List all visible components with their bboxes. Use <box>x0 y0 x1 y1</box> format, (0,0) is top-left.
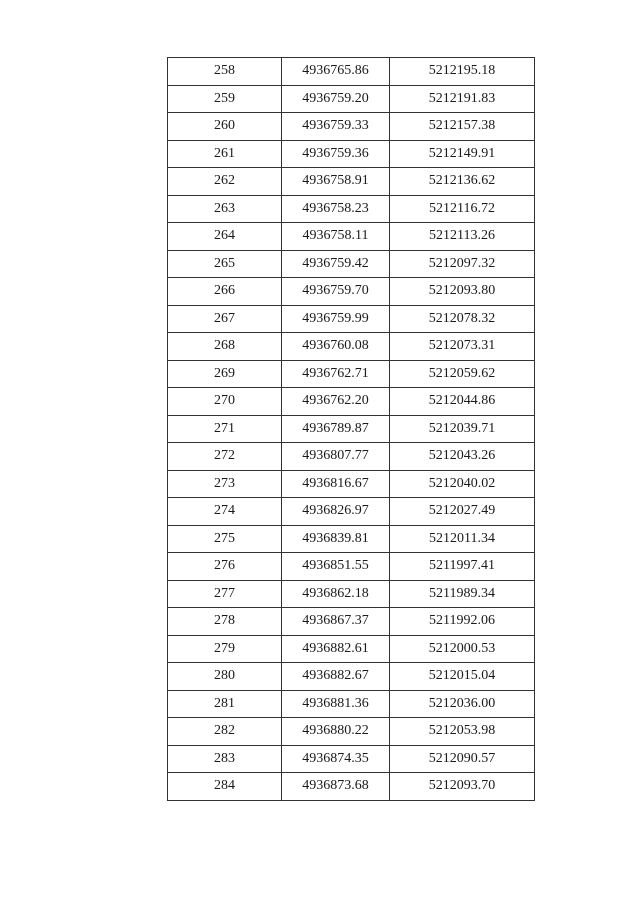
y-coordinate-cell: 5212113.26 <box>390 223 535 251</box>
table-row <box>168 470 535 498</box>
table-row <box>168 140 535 168</box>
x-coordinate-cell: 4936759.42 <box>282 250 390 278</box>
point-number-cell: 282 <box>168 718 282 746</box>
point-number-cell: 258 <box>168 58 282 86</box>
x-coordinate-cell: 4936839.81 <box>282 525 390 553</box>
point-number-cell: 270 <box>168 388 282 416</box>
x-coordinate-cell: 4936762.20 <box>282 388 390 416</box>
coordinates-table-body <box>168 58 535 801</box>
x-coordinate-cell: 4936882.61 <box>282 635 390 663</box>
point-number-cell: 261 <box>168 140 282 168</box>
table-row <box>168 278 535 306</box>
table-row <box>168 360 535 388</box>
point-number-cell: 281 <box>168 690 282 718</box>
table-row <box>168 195 535 223</box>
table-row <box>168 580 535 608</box>
point-number-cell: 263 <box>168 195 282 223</box>
table-row <box>168 635 535 663</box>
x-coordinate-cell: 4936816.67 <box>282 470 390 498</box>
point-number-cell: 276 <box>168 553 282 581</box>
y-coordinate-cell: 5212195.18 <box>390 58 535 86</box>
x-coordinate-cell: 4936759.33 <box>282 113 390 141</box>
point-number-cell: 277 <box>168 580 282 608</box>
point-number-cell: 269 <box>168 360 282 388</box>
y-coordinate-cell: 5212090.57 <box>390 745 535 773</box>
y-coordinate-cell: 5211997.41 <box>390 553 535 581</box>
y-coordinate-cell: 5212011.34 <box>390 525 535 553</box>
table-row <box>168 498 535 526</box>
point-number-cell: 278 <box>168 608 282 636</box>
x-coordinate-cell: 4936807.77 <box>282 443 390 471</box>
table-row <box>168 553 535 581</box>
y-coordinate-cell: 5212116.72 <box>390 195 535 223</box>
table-row <box>168 608 535 636</box>
point-number-cell: 275 <box>168 525 282 553</box>
x-coordinate-cell: 4936758.11 <box>282 223 390 251</box>
table-row <box>168 718 535 746</box>
table-row <box>168 250 535 278</box>
y-coordinate-cell: 5212093.70 <box>390 773 535 801</box>
x-coordinate-cell: 4936762.71 <box>282 360 390 388</box>
x-coordinate-cell: 4936882.67 <box>282 663 390 691</box>
table-row <box>168 85 535 113</box>
y-coordinate-cell: 5212000.53 <box>390 635 535 663</box>
table-row <box>168 745 535 773</box>
x-coordinate-cell: 4936851.55 <box>282 553 390 581</box>
table-row <box>168 333 535 361</box>
y-coordinate-cell: 5212044.86 <box>390 388 535 416</box>
y-coordinate-cell: 5212039.71 <box>390 415 535 443</box>
x-coordinate-cell: 4936759.36 <box>282 140 390 168</box>
x-coordinate-cell: 4936880.22 <box>282 718 390 746</box>
y-coordinate-cell: 5212157.38 <box>390 113 535 141</box>
y-coordinate-cell: 5212191.83 <box>390 85 535 113</box>
table-row <box>168 223 535 251</box>
x-coordinate-cell: 4936759.99 <box>282 305 390 333</box>
y-coordinate-cell: 5212036.00 <box>390 690 535 718</box>
x-coordinate-cell: 4936765.86 <box>282 58 390 86</box>
y-coordinate-cell: 5212040.02 <box>390 470 535 498</box>
x-coordinate-cell: 4936862.18 <box>282 580 390 608</box>
x-coordinate-cell: 4936759.70 <box>282 278 390 306</box>
point-number-cell: 274 <box>168 498 282 526</box>
y-coordinate-cell: 5212136.62 <box>390 168 535 196</box>
x-coordinate-cell: 4936826.97 <box>282 498 390 526</box>
y-coordinate-cell: 5212097.32 <box>390 250 535 278</box>
point-number-cell: 283 <box>168 745 282 773</box>
y-coordinate-cell: 5212053.98 <box>390 718 535 746</box>
y-coordinate-cell: 5212093.80 <box>390 278 535 306</box>
x-coordinate-cell: 4936760.08 <box>282 333 390 361</box>
table-row <box>168 525 535 553</box>
x-coordinate-cell: 4936873.68 <box>282 773 390 801</box>
point-number-cell: 268 <box>168 333 282 361</box>
x-coordinate-cell: 4936881.36 <box>282 690 390 718</box>
point-number-cell: 265 <box>168 250 282 278</box>
point-number-cell: 271 <box>168 415 282 443</box>
table-row <box>168 443 535 471</box>
y-coordinate-cell: 5211992.06 <box>390 608 535 636</box>
table-row <box>168 690 535 718</box>
y-coordinate-cell: 5212149.91 <box>390 140 535 168</box>
y-coordinate-cell: 5212015.04 <box>390 663 535 691</box>
table-row <box>168 415 535 443</box>
point-number-cell: 260 <box>168 113 282 141</box>
point-number-cell: 284 <box>168 773 282 801</box>
table-row <box>168 388 535 416</box>
table-row <box>168 773 535 801</box>
point-number-cell: 264 <box>168 223 282 251</box>
x-coordinate-cell: 4936758.23 <box>282 195 390 223</box>
x-coordinate-cell: 4936758.91 <box>282 168 390 196</box>
x-coordinate-cell: 4936789.87 <box>282 415 390 443</box>
y-coordinate-cell: 5211989.34 <box>390 580 535 608</box>
table-row <box>168 305 535 333</box>
x-coordinate-cell: 4936874.35 <box>282 745 390 773</box>
table-row <box>168 168 535 196</box>
coordinates-table <box>167 57 535 801</box>
y-coordinate-cell: 5212027.49 <box>390 498 535 526</box>
table-row <box>168 113 535 141</box>
y-coordinate-cell: 5212073.31 <box>390 333 535 361</box>
point-number-cell: 280 <box>168 663 282 691</box>
x-coordinate-cell: 4936867.37 <box>282 608 390 636</box>
point-number-cell: 259 <box>168 85 282 113</box>
point-number-cell: 267 <box>168 305 282 333</box>
y-coordinate-cell: 5212043.26 <box>390 443 535 471</box>
table-row <box>168 663 535 691</box>
point-number-cell: 273 <box>168 470 282 498</box>
x-coordinate-cell: 4936759.20 <box>282 85 390 113</box>
y-coordinate-cell: 5212078.32 <box>390 305 535 333</box>
point-number-cell: 272 <box>168 443 282 471</box>
point-number-cell: 266 <box>168 278 282 306</box>
point-number-cell: 262 <box>168 168 282 196</box>
point-number-cell: 279 <box>168 635 282 663</box>
y-coordinate-cell: 5212059.62 <box>390 360 535 388</box>
table-row <box>168 58 535 86</box>
